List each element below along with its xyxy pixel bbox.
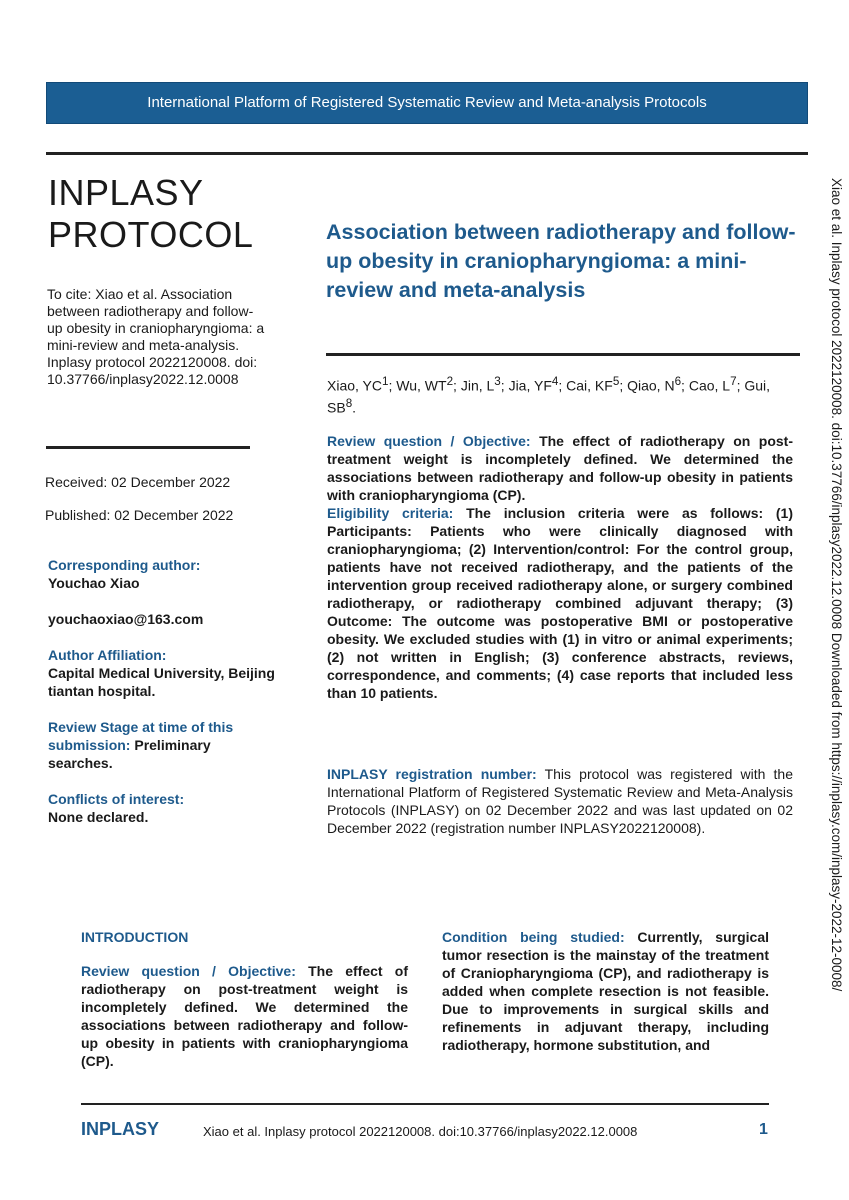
sidebar-meta xyxy=(48,556,278,844)
author-sup: 3 xyxy=(494,375,501,388)
corresponding-block xyxy=(48,556,278,592)
objective-label: Review question / Objective: xyxy=(327,433,531,449)
received-date: Received: 02 December 2022 xyxy=(45,474,231,490)
download-note: Xiao et al. Inplasy protocol 2022120008. doi:10.37766/inplasy2022.12.0008 Downloaded from https://inplasy.com/inplasy-2022-12-0008/ xyxy=(829,178,844,992)
intro-right-column xyxy=(442,928,769,1054)
author: Cai, KF xyxy=(566,377,613,394)
author-sup: 1 xyxy=(382,375,389,388)
author: Cao, L xyxy=(688,377,731,394)
protocol-heading-line1: INPLASY xyxy=(48,172,204,213)
author: Jia, YF xyxy=(508,377,552,394)
author: Xiao, YC xyxy=(327,377,382,394)
title-rule xyxy=(326,353,800,356)
eligibility-label: Eligibility criteria: xyxy=(327,505,454,521)
corresponding-label: Corresponding author: xyxy=(48,557,201,573)
citation-text: To cite: Xiao et al. Association between radiotherapy and follow-up obesity in craniopharyngioma: a mini-review and meta-analysis. Inplasy protocol 2022120008. doi: 10.37766/inplasy2022.12.0008 xyxy=(47,286,265,387)
conflicts-label: Conflicts of interest: xyxy=(48,791,185,807)
review-stage-text: Preliminary searches. xyxy=(48,737,211,771)
author-sup: 5 xyxy=(612,375,620,388)
affiliation-label: Author Affiliation: xyxy=(48,647,167,663)
conflicts-text: None declared. xyxy=(48,809,149,825)
intro-left-column xyxy=(81,928,408,1070)
author: Qiao, N xyxy=(627,377,675,394)
registration-label: INPLASY registration number: xyxy=(327,766,537,782)
review-stage-block xyxy=(48,718,278,772)
intro-objective-label: Review question / Objective: xyxy=(81,963,296,979)
author: Jin, L xyxy=(460,377,495,394)
condition-text: Currently, surgical tumor resection is the mainstay of the treatment of Craniopharyngioma (CP), and radiotherapy is added when complete resection is not feasible. Due to improvements in surgical skills and refinements in adjuvant therapy, including radiotherapy, hormone substitution, and xyxy=(442,929,769,1053)
footer-rule xyxy=(81,1103,769,1105)
corresponding-email[interactable]: youchaoxiao@163.com xyxy=(48,611,204,627)
footer-citation: Xiao et al. Inplasy protocol 2022120008. doi:10.37766/inplasy2022.12.0008 xyxy=(203,1124,638,1139)
registration-text: This protocol was registered with the International Platform of Registered Systematic Review and Meta-Analysis Protocols (INPLASY) on 02 December 2022 and was last updated on 02 December 2022 (registration number INPLASY2022120008). xyxy=(327,766,793,836)
author-sup: 8 xyxy=(345,396,353,410)
author-list: Xiao, $YC^1$; Wu, $WT^2$; Jin, $L^3$; Jia, $YF^4$; Cai, $KF^5$; Qiao, $N^6$; Cao, $L^7$; Gui, $SB^8$. xyxy=(327,375,771,416)
registration-block xyxy=(327,765,793,837)
article-title: Association between radiotherapy and follow-up obesity in craniopharyngioma: a mini-review and meta-analysis xyxy=(326,220,796,302)
conflicts-block xyxy=(48,790,278,826)
sidebar-rule xyxy=(46,446,250,449)
author-sup: 6 xyxy=(674,375,682,388)
author: Gui, SB xyxy=(327,377,771,416)
objective-text: The effect of radiotherapy on post-treatment weight is incompletely defined. We determined the associations between radiotherapy and follow-up obesity in patients with craniopharyngioma (CP). xyxy=(327,433,794,503)
intro-objective-text: The effect of radiotherapy on post-treatment weight is incompletely defined. We determined the associations between radiotherapy and follow-up obesity in patients with craniopharyngioma (CP). xyxy=(81,963,409,1069)
corresponding-name: Youchao Xiao xyxy=(48,575,140,591)
review-stage-label: Review Stage at time of this submission: xyxy=(48,719,234,753)
email-block xyxy=(48,610,278,628)
introduction-heading: INTRODUCTION xyxy=(81,929,189,945)
abstract xyxy=(327,432,793,702)
protocol-heading-line2: PROTOCOL xyxy=(48,214,254,255)
eligibility-text: The inclusion criteria were as follows: (1) Participants: Patients who were clinically diagnosed with craniopharyngioma; (2) Intervention/control: For the control group, patients have not received radiotherapy, and the patients of the intervention group received radiotherapy alone, or surgery combined radiotherapy, or radiotherapy combined adjuvant therapy; (3) Outcome: The outcome was postoperative BMI or postoperative obesity. We excluded studies with (1) in vitro or animal experiments; (2) not written in English; (3) conference abstracts, reviews, correspondence, and comments; (4) case reports that included less than 10 patients. xyxy=(327,505,793,701)
author: Wu, WT xyxy=(396,377,447,394)
dates-block xyxy=(45,474,233,540)
top-rule xyxy=(46,152,808,155)
affiliation-text: Capital Medical University, Beijing tiantan hospital. xyxy=(48,665,275,699)
journal-banner: International Platform of Registered Systematic Review and Meta-analysis Protocols xyxy=(46,82,808,124)
footer-brand: INPLASY xyxy=(81,1119,160,1139)
page-number: 1 xyxy=(759,1121,768,1138)
author-sup: 4 xyxy=(551,375,559,388)
author-sup: 7 xyxy=(730,375,737,388)
affiliation-block xyxy=(48,646,278,700)
author-sup: 2 xyxy=(446,375,454,388)
protocol-heading xyxy=(48,172,253,256)
published-date: Published: 02 December 2022 xyxy=(45,507,234,523)
condition-label: Condition being studied: xyxy=(442,929,625,945)
